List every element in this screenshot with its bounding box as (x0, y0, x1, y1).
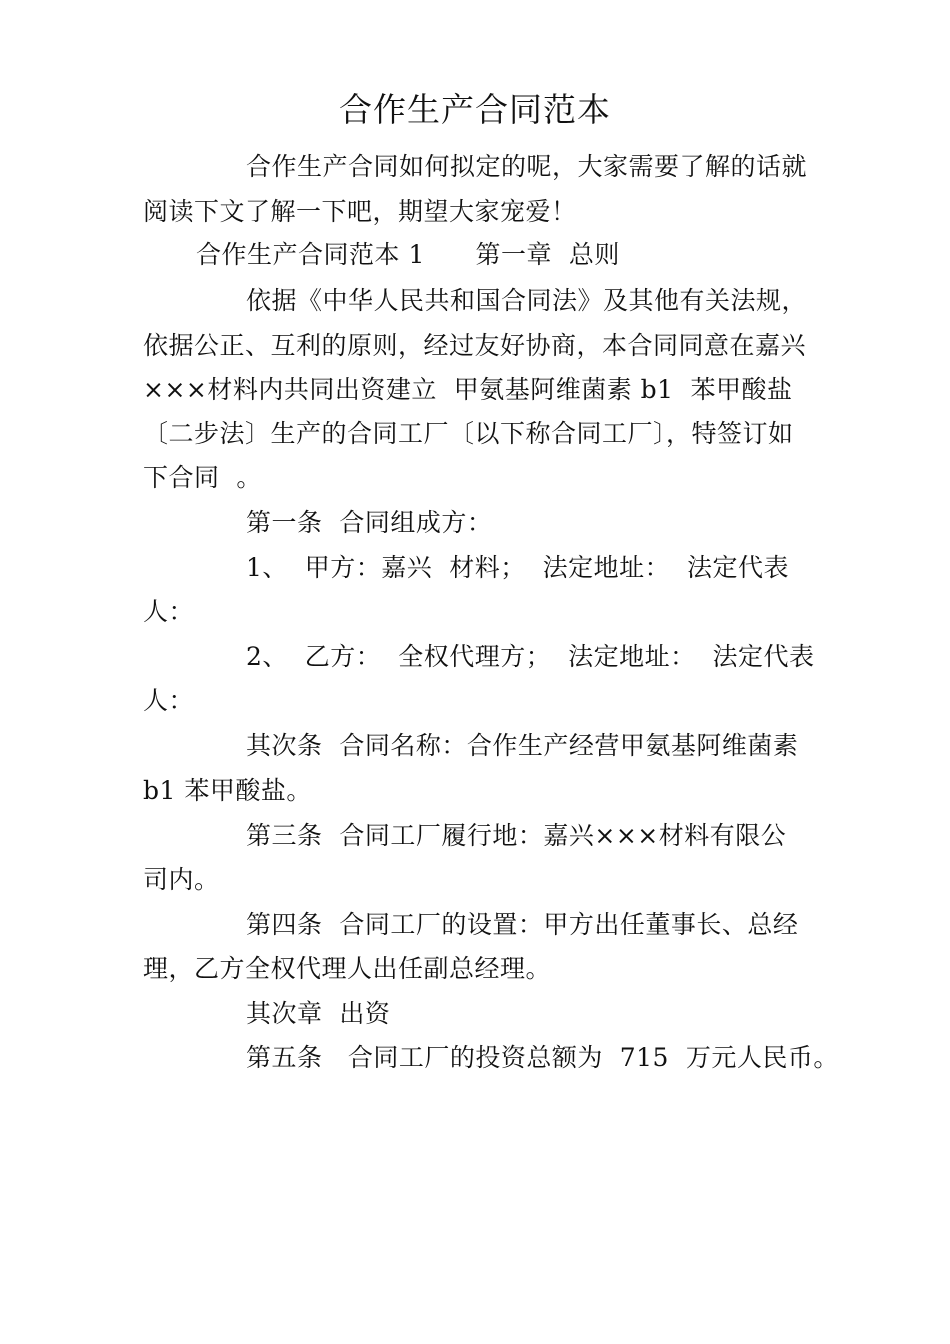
article-5-line-1: 第五条 合同工厂的投资总额为 715 万元人民币。 (246, 1043, 839, 1072)
party-b-representative: 人： (143, 686, 195, 715)
paragraph-line-5: 下合同 。 (143, 463, 262, 492)
page-title: 合作生产合同范本 (339, 90, 611, 129)
article-3-line-1: 第三条 合同工厂履行地：嘉兴×××材料有限公 (246, 821, 787, 850)
article-2-line-2: b1 苯甲酸盐。 (143, 776, 312, 805)
paragraph-line-2: 依据公正、互利的原则，经过友好协商，本合同同意在嘉兴 (143, 331, 807, 360)
section-heading-chapter-1: 合作生产合同范本 1 第一章 总则 (196, 240, 620, 269)
party-a-representative: 人： (143, 597, 195, 626)
paragraph-line-1: 依据《中华人民共和国合同法》及其他有关法规， (246, 286, 808, 315)
party-a-line: 1、 甲方：嘉兴 材料； 法定地址： 法定代表 (246, 553, 789, 582)
paragraph-line-3: ×××材料内共同出资建立 甲氨基阿维菌素 b1 苯甲酸盐 (143, 375, 793, 404)
article-4-line-1: 第四条 合同工厂的设置：甲方出任董事长、总经 (246, 910, 799, 939)
article-2-line-1: 其次条 合同名称：合作生产经营甲氨基阿维菌素 (246, 731, 799, 760)
article-4-line-2: 理，乙方全权代理人出任副总经理。 (143, 954, 552, 983)
section-heading-chapter-2: 其次章 出资 (246, 999, 391, 1028)
party-b-line: 2、 乙方： 全权代理方； 法定地址： 法定代表 (246, 642, 815, 671)
intro-line-2: 阅读下文了解一下吧，期望大家宠爱！ (143, 197, 577, 226)
article-1-heading: 第一条 合同组成方： (246, 508, 493, 537)
article-3-line-2: 司内。 (143, 865, 220, 894)
intro-line-1: 合作生产合同如何拟定的呢，大家需要了解的话就 (246, 152, 808, 181)
paragraph-line-4: 〔二步法〕生产的合同工厂〔以下称合同工厂〕，特签订如 (143, 419, 794, 448)
